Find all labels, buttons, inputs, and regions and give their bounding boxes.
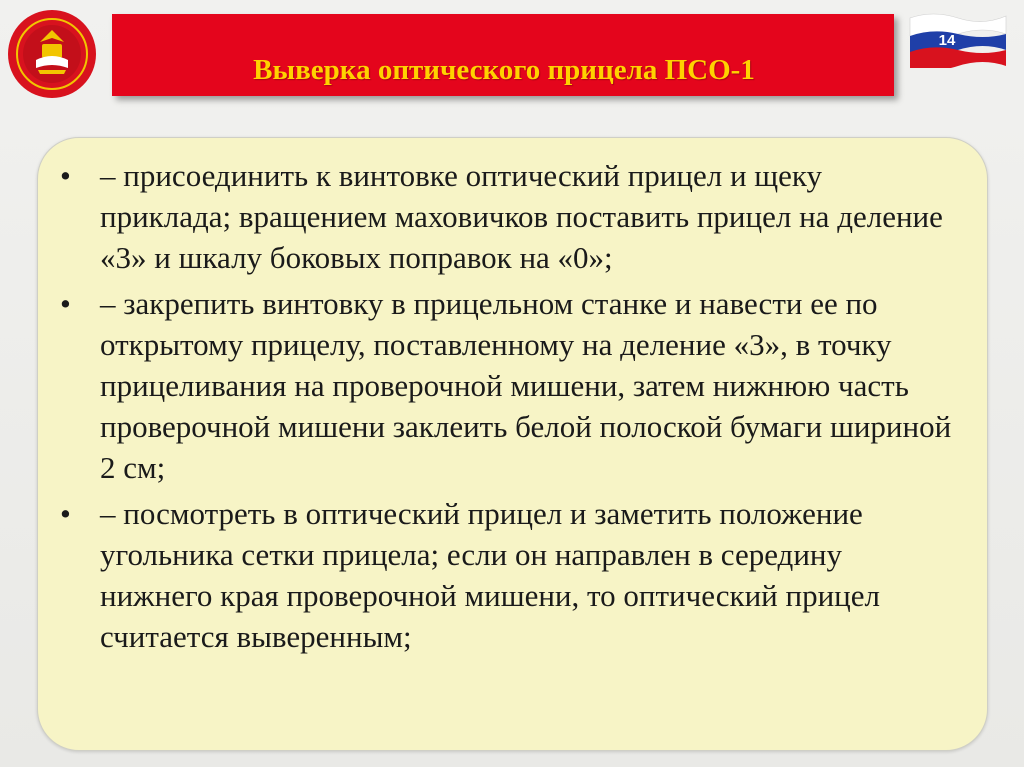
bullet-list xyxy=(60,155,960,662)
slide-title: Выверка оптического прицела ПСО-1 xyxy=(253,54,755,86)
list-item xyxy=(60,493,960,657)
list-item xyxy=(60,155,960,278)
list-item xyxy=(60,283,960,488)
list-item-text: – посмотреть в оптический прицел и заметить положение угольника сетки прицела; если он направлен в середину нижнего края проверочной мишени, то оптический прицел считается выверенным; xyxy=(100,496,880,654)
bullet-marker: • xyxy=(60,286,71,321)
page-number: 14 xyxy=(938,32,956,49)
bullet-marker: • xyxy=(60,158,71,193)
military-department-emblem-icon xyxy=(6,8,98,100)
list-item-text: – присоединить к винтовке оптический прицел и щеку приклада; вращением маховичков поставить прицел на деление «3» и шкалу боковых поправок на «0»; xyxy=(100,158,943,275)
list-item-text: – закрепить винтовку в прицельном станке и навести ее по открытому прицелу, поставленному на деление «3», в точку прицеливания на проверочной мишени, затем нижнюю часть проверочной мишени заклеить белой полоской бумаги шириной 2 см; xyxy=(100,286,952,485)
bullet-marker: • xyxy=(60,496,71,531)
title-bar xyxy=(112,14,894,96)
